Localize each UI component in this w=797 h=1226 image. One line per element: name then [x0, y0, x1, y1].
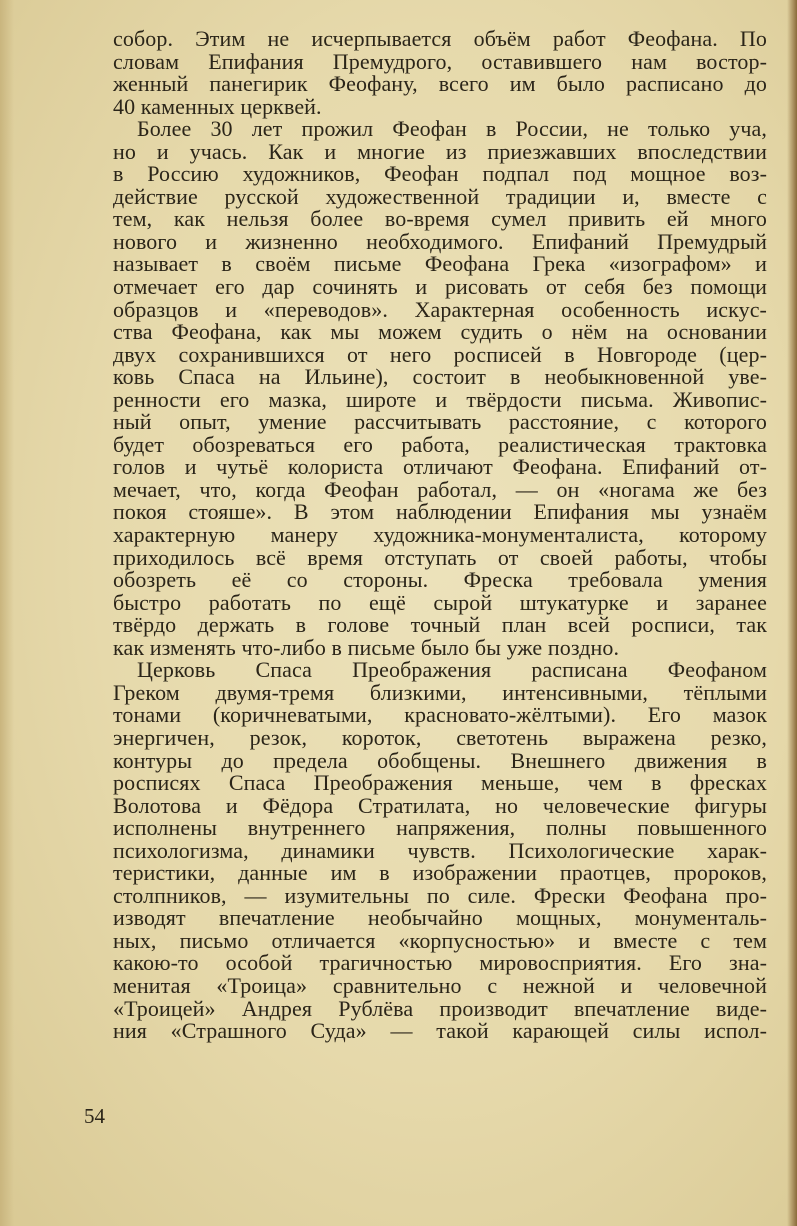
text-line	[113, 907, 767, 930]
text-line	[113, 28, 767, 51]
text-line	[113, 386, 767, 412]
text-line	[113, 569, 767, 592]
paragraph	[113, 28, 767, 118]
text-line-content: называет в своём письме Феофана Грека «изографом» и	[113, 251, 767, 277]
page-edge-right	[787, 0, 797, 1226]
text-line	[113, 679, 767, 705]
text-line-content: росписях Спаса Преображения меньше, чем в фресках	[113, 770, 767, 796]
text-line	[113, 456, 767, 479]
text-line	[113, 659, 767, 682]
text-line-content: «Троицей» Андрея Рублёва производит впечатление виде-	[113, 995, 767, 1021]
page-number: 54	[84, 1104, 105, 1128]
text-line-content: мечает, что, когда Феофан работал, — он «ногама же без	[113, 476, 767, 502]
text-line-content: ренности его мазка, широте и твёрдости письма. Живопис-	[113, 386, 767, 412]
text-line	[113, 995, 767, 1021]
text-line-content: Волотова и Фёдора Стратилата, но человеческие фигуры	[113, 792, 767, 818]
page-edge-left	[0, 0, 14, 1226]
text-line	[113, 228, 767, 254]
text-line	[113, 589, 767, 615]
text-line-content: Более 30 лет прожил Феофан в России, не только уча,	[137, 116, 767, 142]
text-line-content: столпников, — изумительны по силе. Фрески Феофана про-	[113, 882, 767, 908]
text-line-content: ных, письмо отличается «корпусностью» и вместе с тем	[113, 927, 767, 953]
text-line	[113, 882, 767, 908]
text-line-content: исполнены внутреннего напряжения, полны повышенного	[113, 815, 767, 841]
text-line	[113, 1020, 767, 1043]
text-line	[113, 614, 767, 637]
text-line	[113, 862, 767, 885]
text-line	[113, 524, 767, 547]
text-line-content: будет обозреваться его работа, реалистическая трактовка	[113, 431, 767, 457]
text-line-content: менитая «Троица» сравнительно с нежной и человечной	[113, 972, 767, 998]
text-line	[113, 837, 767, 863]
text-line-content: голов и чутьё колориста отличают Феофана. Епифаний от-	[113, 454, 767, 480]
text-line-content: психологизма, динамики чувств. Психологические харак-	[113, 837, 767, 863]
text-line	[113, 183, 767, 209]
text-line	[113, 476, 767, 502]
text-line	[113, 927, 767, 953]
text-line-content: твёрдо держать в голове точный план всей росписи, так	[113, 612, 767, 638]
text-line-content: нового и жизненно необходимого. Епифаний Премудрый	[113, 228, 767, 254]
text-line-content: покоя стояше». В этом наблюдении Епифания мы узнаём	[113, 499, 767, 525]
text-line	[113, 411, 767, 434]
text-line	[113, 817, 767, 840]
text-line-content: в Россию художников, Феофан подпал под мощное воз-	[113, 161, 767, 187]
text-line-content: Греком двумя-тремя близкими, интенсивными, тёплыми	[113, 679, 767, 705]
page-text	[113, 28, 767, 1043]
text-line	[113, 276, 767, 299]
text-line-content: теристики, данные им в изображении праотцев, пророков,	[113, 860, 767, 886]
text-line	[113, 972, 767, 998]
text-line-content: ковь Спаса на Ильине), состоит в необыкновенной уве-	[113, 364, 767, 390]
text-line-content: энергичен, резок, короток, светотень выражена резко,	[113, 724, 767, 750]
text-line-content: собор. Этим не исчерпывается объём работ Феофана. По	[113, 26, 767, 51]
paragraph	[113, 659, 767, 1042]
text-line	[113, 48, 767, 74]
text-line-content: женный панегирик Феофану, всего им было расписано до	[113, 71, 767, 97]
text-line	[113, 952, 767, 975]
text-line	[113, 501, 767, 524]
paragraph	[113, 118, 767, 659]
text-line-content: двух сохранившихся от него росписей в Новгороде (цер-	[113, 341, 767, 367]
text-line-content: тем, как нельзя более во-время сумел привить ей много	[113, 206, 767, 232]
text-line-content: словам Епифания Премудрого, оставившего нам востор-	[113, 48, 767, 74]
text-line	[113, 296, 767, 322]
text-line	[113, 118, 767, 141]
text-line-content: 40 каменных церквей.	[113, 93, 322, 119]
text-line	[113, 138, 767, 164]
text-line-content: контуры до предела обобщены. Внешнего движения в	[113, 747, 767, 773]
text-line	[113, 634, 767, 660]
text-line-content: какою-то особой трагичностью мировосприятия. Его зна-	[113, 950, 767, 976]
text-line-content: отмечает его дар сочинять и рисовать от себя без помощи	[113, 274, 767, 300]
text-line-content: приходилось всё время отступать от своей работы, чтобы	[113, 544, 767, 570]
text-line	[113, 366, 767, 389]
text-line-content: ства Феофана, как мы можем судить о нём на основании	[113, 319, 767, 345]
text-line	[113, 163, 767, 186]
text-line-content: действие русской художественной традиции и, вместе с	[113, 183, 767, 209]
text-line	[113, 792, 767, 818]
text-line-content: ный опыт, умение рассчитывать расстояние, с которого	[113, 409, 767, 435]
text-line	[113, 772, 767, 795]
text-line-content: изводят впечатление необычайно мощных, монументаль-	[113, 905, 767, 931]
text-line	[113, 253, 767, 276]
text-line-content: быстро работать по ещё сырой штукатурке и заранее	[113, 589, 767, 615]
text-line-content: как изменять что-либо в письме было бы уже поздно.	[113, 634, 620, 660]
text-line	[113, 321, 767, 344]
text-line	[113, 724, 767, 750]
text-line-content: ния «Страшного Суда» — такой карающей силы испол-	[113, 1018, 767, 1044]
text-line-content: образцов и «переводов». Характерная особенность искус-	[113, 296, 767, 322]
text-line	[113, 704, 767, 727]
text-line-content: характерную манеру художника-монументалиста, которому	[113, 522, 767, 548]
text-line-content: тонами (коричневатыми, красновато-жёлтыми). Его мазок	[113, 702, 767, 728]
text-line	[113, 747, 767, 773]
text-line	[113, 544, 767, 570]
text-line-content: но и учась. Как и многие из приезжавших впоследствии	[113, 138, 767, 164]
text-line-content: обозреть её со стороны. Фреска требовала умения	[113, 567, 767, 593]
text-line	[113, 73, 767, 96]
text-line	[113, 93, 767, 119]
text-line	[113, 208, 767, 231]
text-line	[113, 341, 767, 367]
text-line-content: Церковь Спаса Преображения расписана Феофаном	[137, 657, 767, 683]
text-line	[113, 431, 767, 457]
